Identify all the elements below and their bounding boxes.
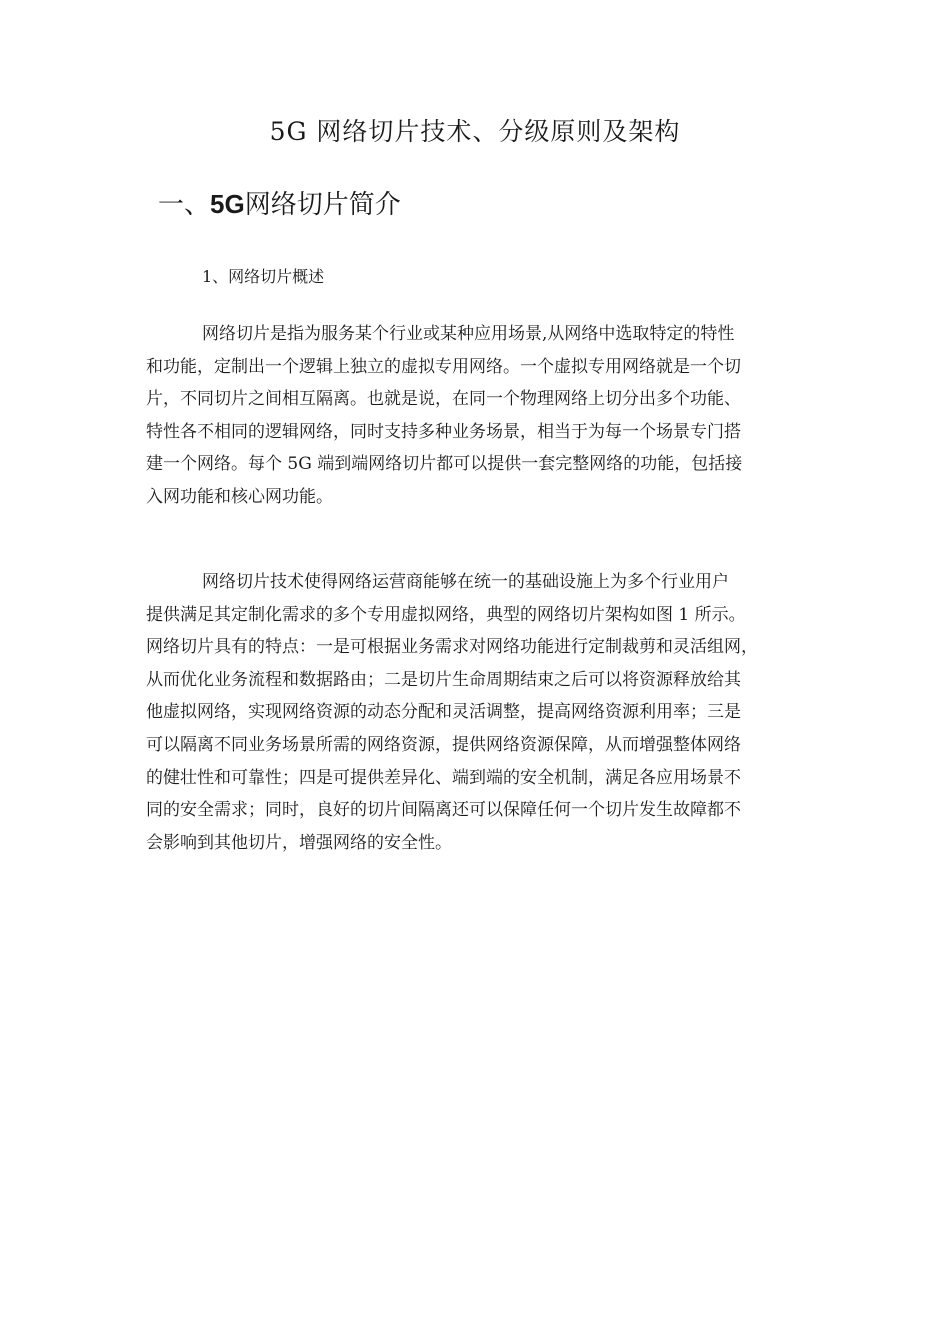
paragraph-line: 网络切片技术使得网络运营商能够在统一的基础设施上为多个行业用户 bbox=[202, 572, 729, 592]
paragraph-line: 入网功能和核心网功能。 bbox=[146, 486, 333, 507]
paragraph-line: 可以隔离不同业务场景所需的网络资源，提供网络资源保障，从而增强整体网络 bbox=[146, 734, 741, 755]
section-heading-prefix: 一、 bbox=[158, 190, 211, 220]
paragraph bbox=[146, 318, 818, 514]
section-heading-bold: 5G bbox=[210, 189, 245, 219]
subsection-heading: 1、网络切片概述 bbox=[202, 267, 325, 286]
paragraph-line: 同的安全需求；同时，良好的切片间隔离还可以保障任何一个切片发生故障都不 bbox=[146, 800, 741, 821]
paragraph-line: 片，不同切片之间相互隔离。也就是说，在同一个物理网络上切分出多个功能、 bbox=[146, 389, 741, 410]
paragraph-line: 他虚拟网络，实现网络资源的动态分配和灵活调整，提高网络资源利用率；三是 bbox=[146, 702, 741, 723]
paragraph-line: 特性各不相同的逻辑网络，同时支持多种业务场景，相当于为每一个场景专门搭 bbox=[146, 421, 741, 442]
paragraph-line: 和功能，定制出一个逻辑上独立的虚拟专用网络。一个虚拟专用网络就是一个切 bbox=[146, 356, 741, 377]
paragraph-line: 提供满足其定制化需求的多个专用虚拟网络，典型的网络切片架构如图 1 所示。 bbox=[146, 604, 746, 625]
paragraph-line: 网络切片具有的特点：一是可根据业务需求对网络功能进行定制裁剪和灵活组网， bbox=[146, 637, 758, 658]
document-title: 5G 网络切片技术、分级原则及架构 bbox=[269, 117, 681, 146]
paragraph-line: 从而优化业务流程和数据路由；二是切片生命周期结束之后可以将资源释放给其 bbox=[146, 669, 741, 690]
paragraph-line: 会影响到其他切片，增强网络的安全性。 bbox=[146, 832, 452, 853]
paragraph-line: 建一个网络。每个 5G 端到端网络切片都可以提供一套完整网络的功能，包括接 bbox=[146, 454, 743, 475]
section-heading-text: 网络切片简介 bbox=[244, 190, 401, 220]
paragraph bbox=[146, 566, 818, 859]
paragraph-line: 网络切片是指为服务某个行业或某种应用场景,从网络中选取特定的特性 bbox=[202, 324, 735, 344]
section-heading bbox=[158, 186, 401, 223]
paragraph-line: 的健壮性和可靠性；四是可提供差异化、端到端的安全机制，满足各应用场景不 bbox=[146, 767, 741, 788]
